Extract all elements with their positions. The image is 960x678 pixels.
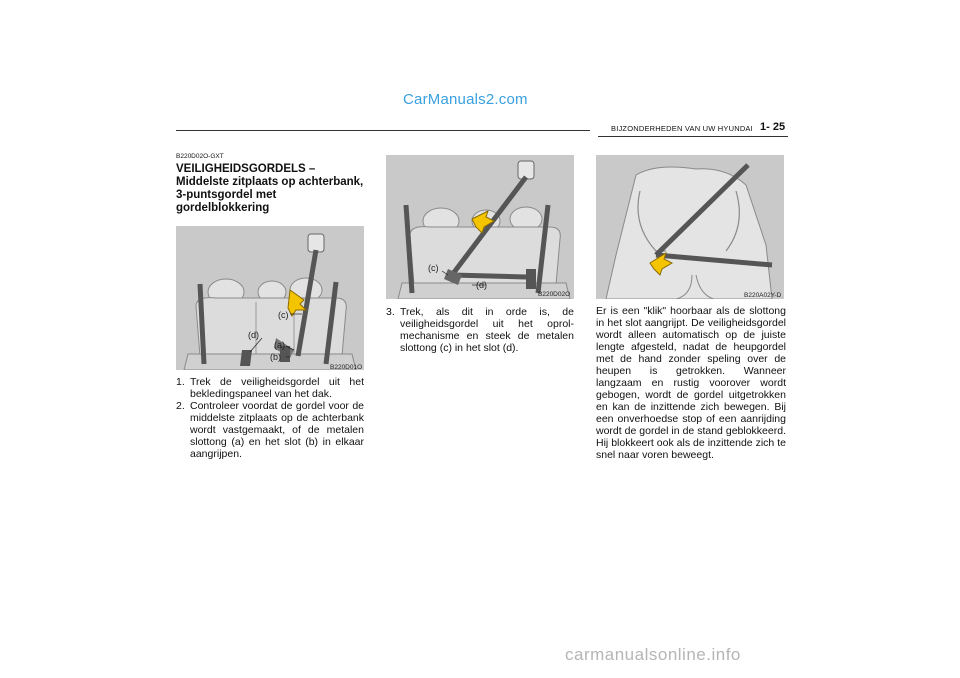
step-number: 3. <box>386 306 395 318</box>
label-b: (b) <box>270 352 281 362</box>
list-item <box>176 376 364 400</box>
running-head: BIJZONDERHEDEN VAN UW HYUNDAI <box>611 124 753 133</box>
label-a: (a) <box>274 340 285 350</box>
figure-lap-belt <box>596 155 784 299</box>
steps-list-left <box>176 376 364 460</box>
body-paragraph: Er is een "klik" hoorbaar als de slottong in het slot aangrijpt. De veiligheidsgordel wordt alleen automatisch op de juiste lengte afgesteld, nadat de heupgordel met de hand zonder speling over de heupen is getrokken. Wanneer langzaam en rustig voorover wordt gebogen, wordt de gordel uitgetrokken en kan de inzittende zich bewegen. Bij een onverhoedse stop of een aanrijding wordt de gordel in de stand geblokkeerd. Hij blokkeert ook als de inzittende zich te snel naar voren beweegt. <box>596 305 786 461</box>
step-number: 2. <box>176 400 185 412</box>
step-text: Trek, als dit in orde is, de veiligheidsgordel uit het oprol-mechanisme en steek de metalen slottong (c) in het slot (d). <box>400 306 574 354</box>
section-heading: VEILIGHEIDSGORDELS – Middelste zitplaats op achterbank, 3-puntsgordel met gordelblokkering <box>176 163 364 214</box>
step-text: Trek de veiligheidsgordel uit het bekledingspaneel van het dak. <box>190 376 364 400</box>
label-c: (c) <box>428 263 439 273</box>
figure-code: B220D02O <box>538 291 571 298</box>
list-item <box>176 400 364 460</box>
step-text: Controleer voordat de gordel voor de middelste zitplaats op de achterbank wordt vastgemaakt, of de metalen slottong (a) en het slot (b) in elkaar aangrijpen. <box>190 400 364 460</box>
step-number: 1. <box>176 376 185 388</box>
figure-rear-seat-buckle <box>176 226 364 370</box>
header-rule-right <box>598 136 788 137</box>
label-d: (d) <box>248 330 259 340</box>
list-item <box>386 306 574 354</box>
figure-belt-insert <box>386 155 574 299</box>
page-number: 1- 25 <box>760 121 786 133</box>
label-c: (c) <box>278 310 289 320</box>
steps-list-middle <box>386 306 574 354</box>
figure-code: B220D01O <box>330 364 363 371</box>
watermark-carmanuals2[interactable]: CarManuals2.com <box>403 91 528 108</box>
watermark-carmanualsonline[interactable]: carmanualsonline.info <box>565 645 741 664</box>
header-rule <box>176 130 590 131</box>
figure-lap-belt-illustration <box>596 155 784 299</box>
figure-code: B220A02Y-D <box>744 292 782 299</box>
label-d: (d) <box>476 280 487 290</box>
section-code: B220D02O-GXT <box>176 153 224 160</box>
